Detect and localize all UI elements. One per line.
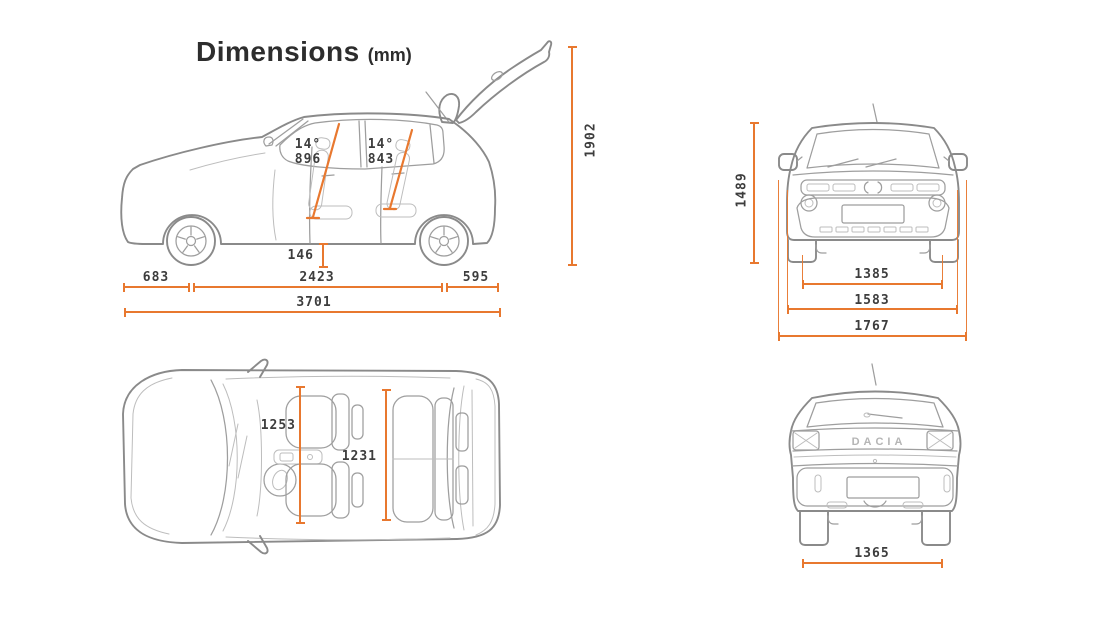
rear-track-label: 1365: [854, 546, 890, 561]
front-antenna: [873, 104, 877, 122]
body-width-label: 1583: [854, 293, 890, 308]
brand-lettering: DACIA: [851, 436, 907, 448]
rear-tires: [800, 511, 950, 545]
front-seat-height-value: 896: [294, 152, 322, 167]
track-extension-line-left: [802, 255, 803, 281]
front-interior-width-label: 1253: [260, 418, 296, 433]
rear-seat-angle-label: [351, 137, 411, 167]
front-track-dim-line: [802, 283, 942, 285]
title-text: Dimensions: [196, 36, 360, 67]
width-with-mirrors-label: 1767: [854, 319, 890, 334]
rear-seat-angle-value: 14°: [367, 137, 395, 152]
width-with-mirrors-dim-line: [778, 335, 966, 337]
rear-overhang-label: 595: [462, 270, 490, 285]
rear-view-illustration: [780, 358, 980, 568]
front-view-illustration: [730, 95, 980, 280]
title-unit: (mm): [367, 45, 412, 65]
wheelbase-dim-line: [193, 286, 442, 288]
front-interior-width-dim-line: [299, 386, 301, 523]
body-width-dim-line: [787, 308, 957, 310]
rear-overhang-dim-line: [446, 286, 498, 288]
body-extension-line-right: [957, 190, 958, 306]
rear-interior-width-dim-line: [385, 389, 387, 520]
top-view-illustration: [110, 358, 520, 568]
top-mirror: [248, 360, 268, 377]
front-wheel: [167, 217, 215, 265]
rear-antenna: [872, 364, 876, 385]
rear-interior-width-label: 1231: [341, 449, 377, 464]
rear-wheel: [420, 217, 468, 265]
rear-bumper: [792, 464, 958, 509]
open-tailgate: [439, 41, 551, 123]
side-view-car-body: [121, 113, 495, 244]
track-extension-line-right: [942, 255, 943, 281]
rear-seat-height-value: 843: [367, 152, 395, 167]
height-dim-label: 1902: [583, 122, 599, 158]
wheelbase-label: 2423: [299, 270, 335, 285]
front-seat-angle-label: [278, 137, 338, 167]
ground-clearance-label: 146: [287, 248, 314, 263]
overall-length-label: 3701: [296, 295, 332, 310]
front-seat-angle-value: 14°: [294, 137, 322, 152]
front-grille: [801, 180, 945, 195]
front-overhang-label: 683: [142, 270, 170, 285]
rear-track-dim-line: [802, 562, 942, 564]
steering-wheel: [264, 464, 296, 496]
rear-bench-top-view: [393, 396, 468, 522]
front-tires: [788, 240, 958, 262]
front-bumper: [797, 198, 949, 237]
rear-view-car-body: [790, 392, 961, 512]
overall-length-dim-line: [124, 311, 500, 313]
mirror-extension-line-left: [778, 180, 779, 333]
height-dim-line: [571, 46, 573, 265]
center-console: [274, 450, 322, 464]
ground-clearance-dim-line: [322, 243, 324, 267]
body-extension-line-left: [787, 190, 788, 306]
front-overhang-dim-line: [123, 286, 189, 288]
front-track-label: 1385: [854, 267, 890, 282]
front-height-dim-line: [753, 122, 755, 263]
front-height-label: 1489: [734, 172, 750, 208]
mirror-extension-line-right: [966, 180, 967, 333]
